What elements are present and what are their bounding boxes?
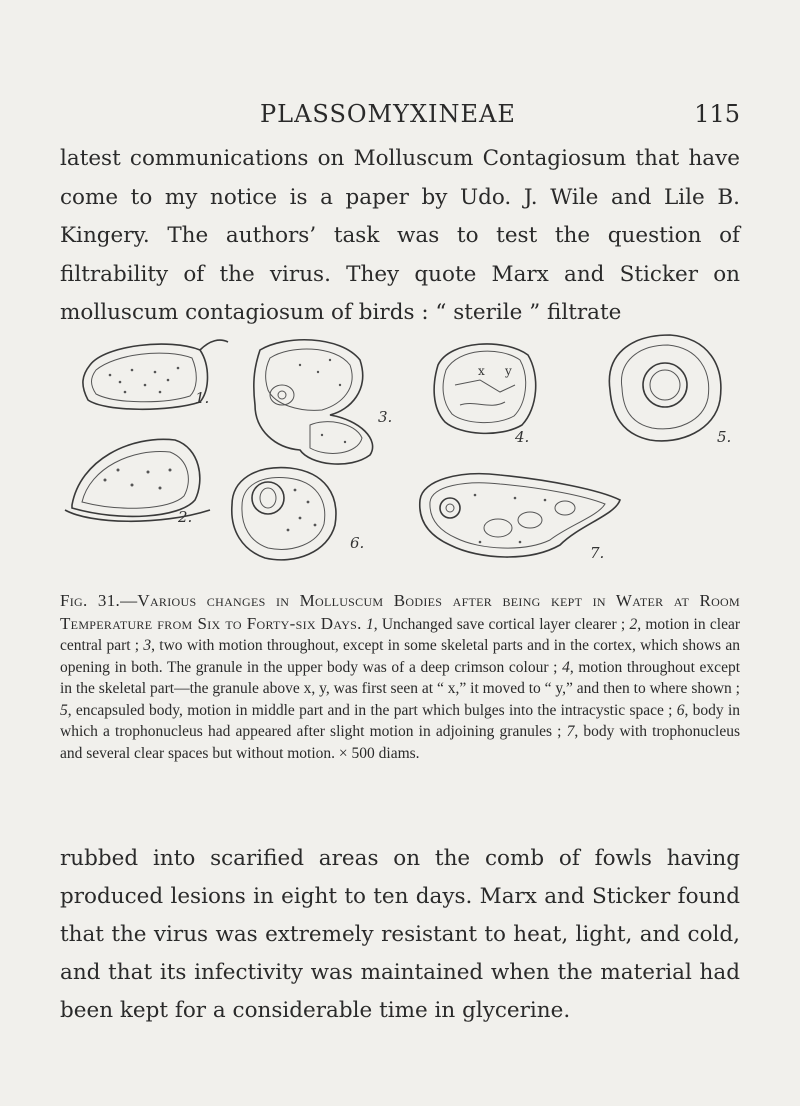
caption-item-text: , encapsuled body, motion in middle part and in the part which bulges into the intracystic space ; (67, 701, 677, 719)
figure-31-illustration (60, 330, 740, 575)
page-number: 115 (694, 100, 740, 128)
figure-label-4: 4. (515, 428, 530, 446)
caption-item-text: , motion throughout except in the skeletal part—the granule above x, y, was first seen at “ x,” it moved to “ y,” and then to where shown ; (60, 658, 740, 697)
caption-item-text: , body with trophonucleus and several clear spaces but without motion. × 500 diams. (60, 723, 740, 762)
body-6-sketch (232, 468, 336, 560)
body-4-sketch (434, 344, 536, 433)
caption-item-text: , motion in clear central part ; (60, 615, 740, 654)
caption-item-number: 6 (676, 701, 685, 719)
body-3-sketch (254, 340, 373, 464)
figure-inner-label-y: y (505, 364, 512, 378)
body-paragraph-bottom: rubbed into scarified areas on the comb of fowls having produced lesions in eight to ten days. Marx and Sticker found that the virus was extremely resistant to heat, light, and cold, and that its infectivity was maintained when the material had been kept for a considerable time in glycerine. (60, 846, 740, 1023)
molluscum-bodies-drawing (60, 330, 740, 575)
caption-item-number: 7 (566, 723, 575, 740)
figure-caption-label: Fig. 31. (60, 591, 121, 610)
figure-inner-label-x: x (478, 364, 485, 378)
page-header (60, 100, 740, 136)
figure-label-3: 3. (378, 408, 393, 426)
caption-item-number: 2 (629, 615, 638, 633)
figure-caption-title: —Various changes in Molluscum Bodies after being kept in Water at Room Temperature from Six to Forty-six Days. (60, 591, 740, 633)
figure-caption (60, 590, 740, 764)
caption-item-text: , Unchanged save cortical layer clearer ; (373, 615, 630, 633)
figure-label-7: 7. (590, 544, 605, 562)
caption-item-text: , body in which a trophonucleus had appeared after slight motion in adjoining granules ; (60, 701, 741, 740)
body-5-sketch (609, 335, 720, 441)
body-paragraph-top: latest communications on Molluscum Contagiosum that have come to my notice is a paper by Udo. J. Wile and Lile B. Kingery. The authors’ task was to test the question of filtrability of the virus. They quote Marx and Sticker on molluscum contagiosum of birds : “ sterile ” filtrate (60, 146, 740, 325)
caption-item-text: , two with motion throughout, except in some skeletal parts and in the cortex, which shows an opening in both. The granule in the upper body was of a deep crimson colour ; (60, 637, 740, 676)
caption-item-number: 5 (60, 701, 68, 719)
figure-label-2: 2. (178, 508, 193, 526)
figure-label-6: 6. (350, 534, 365, 552)
figure-label-1: 1. (195, 389, 210, 407)
caption-item-number: 4 (562, 658, 570, 676)
caption-item-number: 1 (365, 615, 374, 633)
running-title: PLASSOMYXINEAE (260, 100, 516, 128)
figure-label-5: 5. (717, 428, 732, 446)
caption-item-number: 3 (143, 637, 152, 654)
